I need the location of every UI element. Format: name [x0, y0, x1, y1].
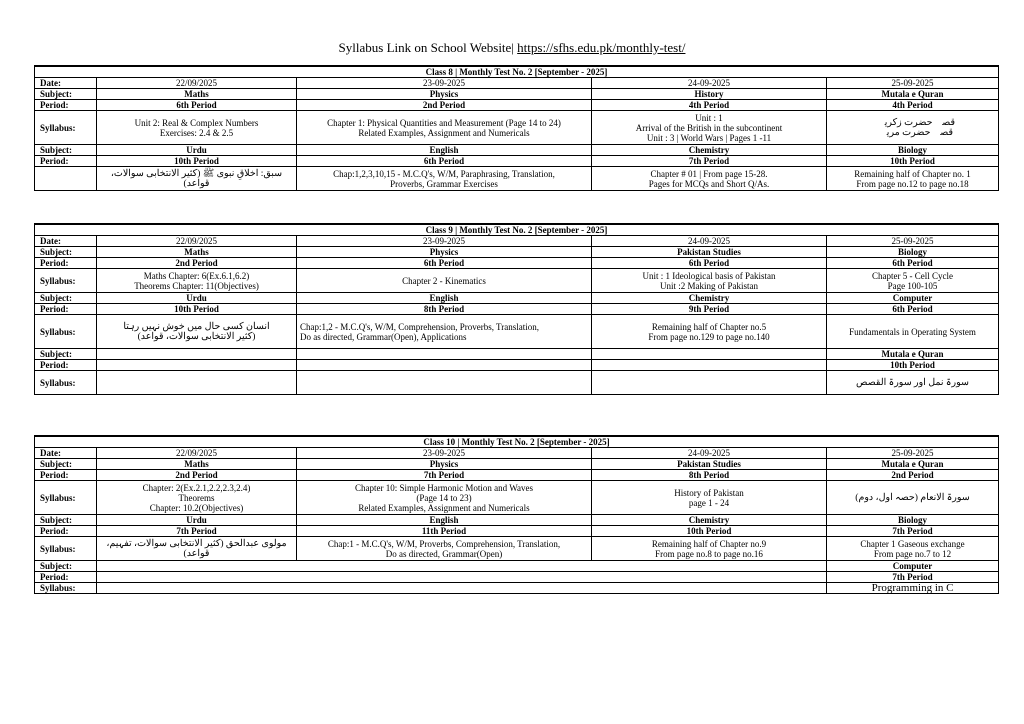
period-cell: 2nd Period: [97, 258, 297, 269]
subject-label: Subject:: [35, 561, 97, 572]
syllabus-line: Do as directed, Grammar(Open): [385, 548, 503, 559]
class10-title: Class 10 | Monthly Test No. 2 [September - 2025]: [35, 436, 999, 448]
syllabus-line: Do as directed, Grammar(Open), Applications: [300, 331, 467, 342]
syllabus-cell: [827, 537, 999, 561]
syllabus-line: Chap:1 - M.C.Q's, W/M, Proverbs, Comprehension, Translation,: [327, 538, 561, 549]
syllabus-label: Syllabus:: [35, 583, 97, 594]
syllabus-cell: [592, 269, 827, 293]
syllabus-line: Chapter: 2(Ex.2.1,2.2,2.3,2.4): [142, 482, 251, 493]
subject-cell: Chemistry: [592, 515, 827, 526]
syllabus-line: Chap:1,2,3,10,15 - M.C.Q's, W/M, Paraphrasing, Translation,: [333, 168, 555, 179]
syllabus-line: Remaining half of Chapter no. 1: [854, 168, 971, 179]
date-label: Date:: [35, 78, 97, 89]
syllabus-label: Syllabus:: [35, 481, 97, 515]
syllabus-line: Chapter 5 - Cell Cycle: [872, 270, 953, 281]
date-cell: 25-09-2025: [827, 448, 999, 459]
syllabus-line: قصہ حضرت زکریاؑ: [870, 117, 955, 128]
syllabus-line: Remaining half of Chapter no.5: [651, 321, 767, 332]
subject-cell: Urdu: [97, 515, 297, 526]
empty-cell: [297, 360, 592, 371]
period-label: Period:: [35, 572, 97, 583]
syllabus-line: Chapter: 10.2(Objectives): [149, 502, 244, 513]
subject-cell: Physics: [297, 459, 592, 470]
syllabus-line: سورۃ الانعام (حصہ اول، دوم): [855, 492, 970, 503]
period-cell: 2nd Period: [827, 470, 999, 481]
period-cell: 4th Period: [827, 100, 999, 111]
period-cell: 7th Period: [827, 526, 999, 537]
empty-cell: [592, 360, 827, 371]
syllabus-line: Unit : 1: [695, 112, 723, 123]
subject-cell: Biology: [827, 515, 999, 526]
class8-table: [34, 65, 999, 191]
date-cell: 22/09/2025: [97, 78, 297, 89]
period-label: Period:: [35, 100, 97, 111]
syllabus-cell: [97, 111, 297, 145]
syllabus-line: Proverbs, Grammar Exercises: [390, 178, 498, 189]
period-cell: 2nd Period: [297, 100, 592, 111]
period-cell: 6th Period: [297, 156, 592, 167]
date-cell: 24-09-2025: [592, 236, 827, 247]
syllabus-line: Chapter 10: Simple Harmonic Motion and Waves: [354, 482, 534, 493]
period-cell: 7th Period: [827, 572, 999, 583]
syllabus-cell: [97, 269, 297, 293]
syllabus-cell: [297, 111, 592, 145]
period-cell: 11th Period: [297, 526, 592, 537]
empty-cell: [592, 349, 827, 360]
syllabus-line: Maths Chapter: 6(Ex.6.1,6.2): [143, 270, 250, 281]
date-cell: 25-09-2025: [827, 78, 999, 89]
syllabus-line: (کثیر الانتخابی سوالات، قواعد): [137, 331, 256, 342]
subject-label: Subject:: [35, 459, 97, 470]
empty-cell: [592, 371, 827, 395]
subject-cell: Urdu: [97, 145, 297, 156]
empty-cell: [97, 583, 827, 594]
header-prefix: Syllabus Link on School Website|: [338, 40, 514, 55]
subject-cell: Pakistan Studies: [592, 247, 827, 258]
syllabus-line: قصہ حضرت مریمؑ: [872, 127, 953, 138]
syllabus-line: Unit 2: Real & Complex Numbers: [134, 117, 259, 128]
period-cell: 10th Period: [592, 526, 827, 537]
syllabus-cell: [297, 167, 592, 191]
period-cell: 9th Period: [592, 304, 827, 315]
syllabus-line: History of Pakistan: [674, 487, 744, 498]
subject-cell: Mutala e Quran: [827, 459, 999, 470]
class10-table: [34, 435, 999, 594]
period-cell: 6th Period: [297, 258, 592, 269]
subject-cell: Maths: [97, 459, 297, 470]
subject-cell: Physics: [297, 89, 592, 100]
syllabus-cell: سورۃ نمل اور سورۃ القصص: [827, 371, 999, 395]
syllabus-line: Chapter # 01 | From page 15-28.: [650, 168, 768, 179]
empty-cell: [97, 360, 297, 371]
syllabus-line: Related Examples, Assignment and Numericals: [358, 127, 530, 138]
syllabus-line: Remaining half of Chapter no.9: [651, 538, 767, 549]
syllabus-cell: [97, 481, 297, 515]
subject-cell: History: [592, 89, 827, 100]
syllabus-cell: Programming in C: [827, 583, 999, 594]
syllabus-line: Chapter 1 Gaseous exchange: [860, 538, 965, 549]
date-cell: 23-09-2025: [297, 448, 592, 459]
syllabus-line: مولوی عبدالحق (کثیر الانتخابی سوالات، تفہیم، قواعد): [106, 538, 287, 559]
class9-table: [34, 223, 999, 395]
date-label: Date:: [35, 236, 97, 247]
syllabus-cell: [297, 269, 592, 293]
empty-cell: [297, 349, 592, 360]
syllabus-line: Arrival of the British in the subcontinent: [635, 122, 783, 133]
syllabus-line: Chapter 2 - Kinematics: [402, 275, 486, 286]
syllabus-cell: [97, 537, 297, 561]
syllabus-label: Syllabus:: [35, 111, 97, 145]
subject-cell: Chemistry: [592, 293, 827, 304]
syllabus-cell: [592, 537, 827, 561]
syllabus-cell: [97, 315, 297, 349]
syllabus-line: انسان کسی حال میں خوش نہیں رہتا: [123, 321, 270, 332]
syllabus-label: Syllabus:: [35, 371, 97, 395]
subject-label: Subject:: [35, 349, 97, 360]
subject-cell: Mutala e Quran: [827, 89, 999, 100]
subject-cell: Pakistan Studies: [592, 459, 827, 470]
syllabus-cell: [592, 481, 827, 515]
subject-cell: Biology: [827, 145, 999, 156]
syllabus-line: Unit :2 Making of Pakistan: [660, 280, 758, 291]
syllabus-line: Theorems: [178, 492, 215, 503]
syllabus-cell: [297, 315, 592, 349]
empty-cell: [97, 561, 827, 572]
period-cell: 6th Period: [97, 100, 297, 111]
syllabus-line: From page no.129 to page no.140: [648, 331, 770, 342]
empty-cell: [97, 371, 297, 395]
subject-label: Subject:: [35, 293, 97, 304]
syllabus-line: Exercises: 2.4 & 2.5: [159, 127, 234, 138]
subject-label: Subject:: [35, 247, 97, 258]
period-label: Period:: [35, 258, 97, 269]
syllabus-line: From page no.12 to page no.18: [856, 178, 969, 189]
date-cell: 22/09/2025: [97, 448, 297, 459]
subject-label: Subject:: [35, 145, 97, 156]
period-cell: 10th Period: [827, 360, 999, 371]
date-cell: 24-09-2025: [592, 448, 827, 459]
subject-cell: English: [297, 145, 592, 156]
syllabus-cell: [97, 167, 297, 191]
period-label: Period:: [35, 526, 97, 537]
syllabus-line: Page 100-105: [887, 280, 938, 291]
syllabus-line: Pages for MCQs and Short Q/As.: [648, 178, 770, 189]
subject-cell: Maths: [97, 247, 297, 258]
subject-cell: Maths: [97, 89, 297, 100]
period-cell: 6th Period: [827, 304, 999, 315]
subject-label: Subject:: [35, 89, 97, 100]
period-cell: 7th Period: [97, 526, 297, 537]
subject-cell: Chemistry: [592, 145, 827, 156]
syllabus-label-empty: [35, 167, 97, 191]
period-cell: 2nd Period: [97, 470, 297, 481]
period-cell: 6th Period: [827, 258, 999, 269]
subject-label: Subject:: [35, 515, 97, 526]
date-cell: 23-09-2025: [297, 236, 592, 247]
syllabus-line: Theorems Chapter: 11(Objectives): [134, 280, 259, 291]
syllabus-label: Syllabus:: [35, 269, 97, 293]
syllabus-label: Syllabus:: [35, 315, 97, 349]
period-cell: 4th Period: [592, 100, 827, 111]
syllabus-cell: [827, 269, 999, 293]
period-cell: 8th Period: [592, 470, 827, 481]
syllabus-line: From page no.8 to page no.16: [655, 548, 763, 559]
subject-cell: Biology: [827, 247, 999, 258]
syllabus-cell: [592, 167, 827, 191]
syllabus-cell: [592, 315, 827, 349]
subject-cell: Physics: [297, 247, 592, 258]
syllabus-line: (Page 14 to 23): [416, 492, 472, 503]
date-cell: 22/09/2025: [97, 236, 297, 247]
syllabus-cell: [297, 481, 592, 515]
empty-cell: [97, 349, 297, 360]
syllabus-line: Chap:1,2 - M.C.Q's, W/M, Comprehension, Proverbs, Translation,: [300, 321, 539, 332]
empty-cell: [297, 371, 592, 395]
period-cell: 10th Period: [827, 156, 999, 167]
class8-title: Class 8 | Monthly Test No. 2 [September - 2025]: [35, 66, 999, 78]
period-label: Period:: [35, 360, 97, 371]
period-label: Period:: [35, 304, 97, 315]
syllabus-cell: [827, 315, 999, 349]
syllabus-link[interactable]: https://sfhs.edu.pk/monthly-test/: [517, 40, 686, 55]
subject-cell: Urdu: [97, 293, 297, 304]
period-cell: 8th Period: [297, 304, 592, 315]
subject-cell: Computer: [827, 561, 999, 572]
class9-title: Class 9 | Monthly Test No. 2 [September - 2025]: [35, 224, 999, 236]
syllabus-label: Syllabus:: [35, 537, 97, 561]
syllabus-line: Unit : 1 Ideological basis of Pakistan: [642, 270, 776, 281]
syllabus-cell: [827, 481, 999, 515]
syllabus-cell: [827, 111, 999, 145]
syllabus-line: سبق: اخلاقِ نبوی ﷺ (کثیر الانتخابی سوالات، قواعد): [110, 168, 283, 189]
syllabus-cell: [592, 111, 827, 145]
date-cell: 24-09-2025: [592, 78, 827, 89]
date-cell: 25-09-2025: [827, 236, 999, 247]
syllabus-line: Unit : 3 | World Wars | Pages 1 -11: [646, 132, 772, 143]
syllabus-cell: [827, 167, 999, 191]
period-cell: 6th Period: [592, 258, 827, 269]
subject-cell: Mutala e Quran: [827, 349, 999, 360]
syllabus-line: Fundamentals in Operating System: [849, 326, 976, 337]
period-cell: 10th Period: [97, 304, 297, 315]
syllabus-line: From page no.7 to 12: [873, 548, 952, 559]
syllabus-cell: [297, 537, 592, 561]
period-label: Period:: [35, 156, 97, 167]
period-cell: 7th Period: [297, 470, 592, 481]
subject-cell: English: [297, 515, 592, 526]
syllabus-line: Related Examples, Assignment and Numericals: [358, 502, 530, 513]
empty-cell: [97, 572, 827, 583]
period-cell: 7th Period: [592, 156, 827, 167]
period-cell: 10th Period: [97, 156, 297, 167]
page-header: [0, 40, 1024, 56]
date-cell: 23-09-2025: [297, 78, 592, 89]
period-label: Period:: [35, 470, 97, 481]
subject-cell: Computer: [827, 293, 999, 304]
date-label: Date:: [35, 448, 97, 459]
syllabus-line: Chapter 1: Physical Quantities and Measurement (Page 14 to 24): [327, 117, 561, 128]
syllabus-line: page 1 - 24: [688, 497, 730, 508]
subject-cell: English: [297, 293, 592, 304]
